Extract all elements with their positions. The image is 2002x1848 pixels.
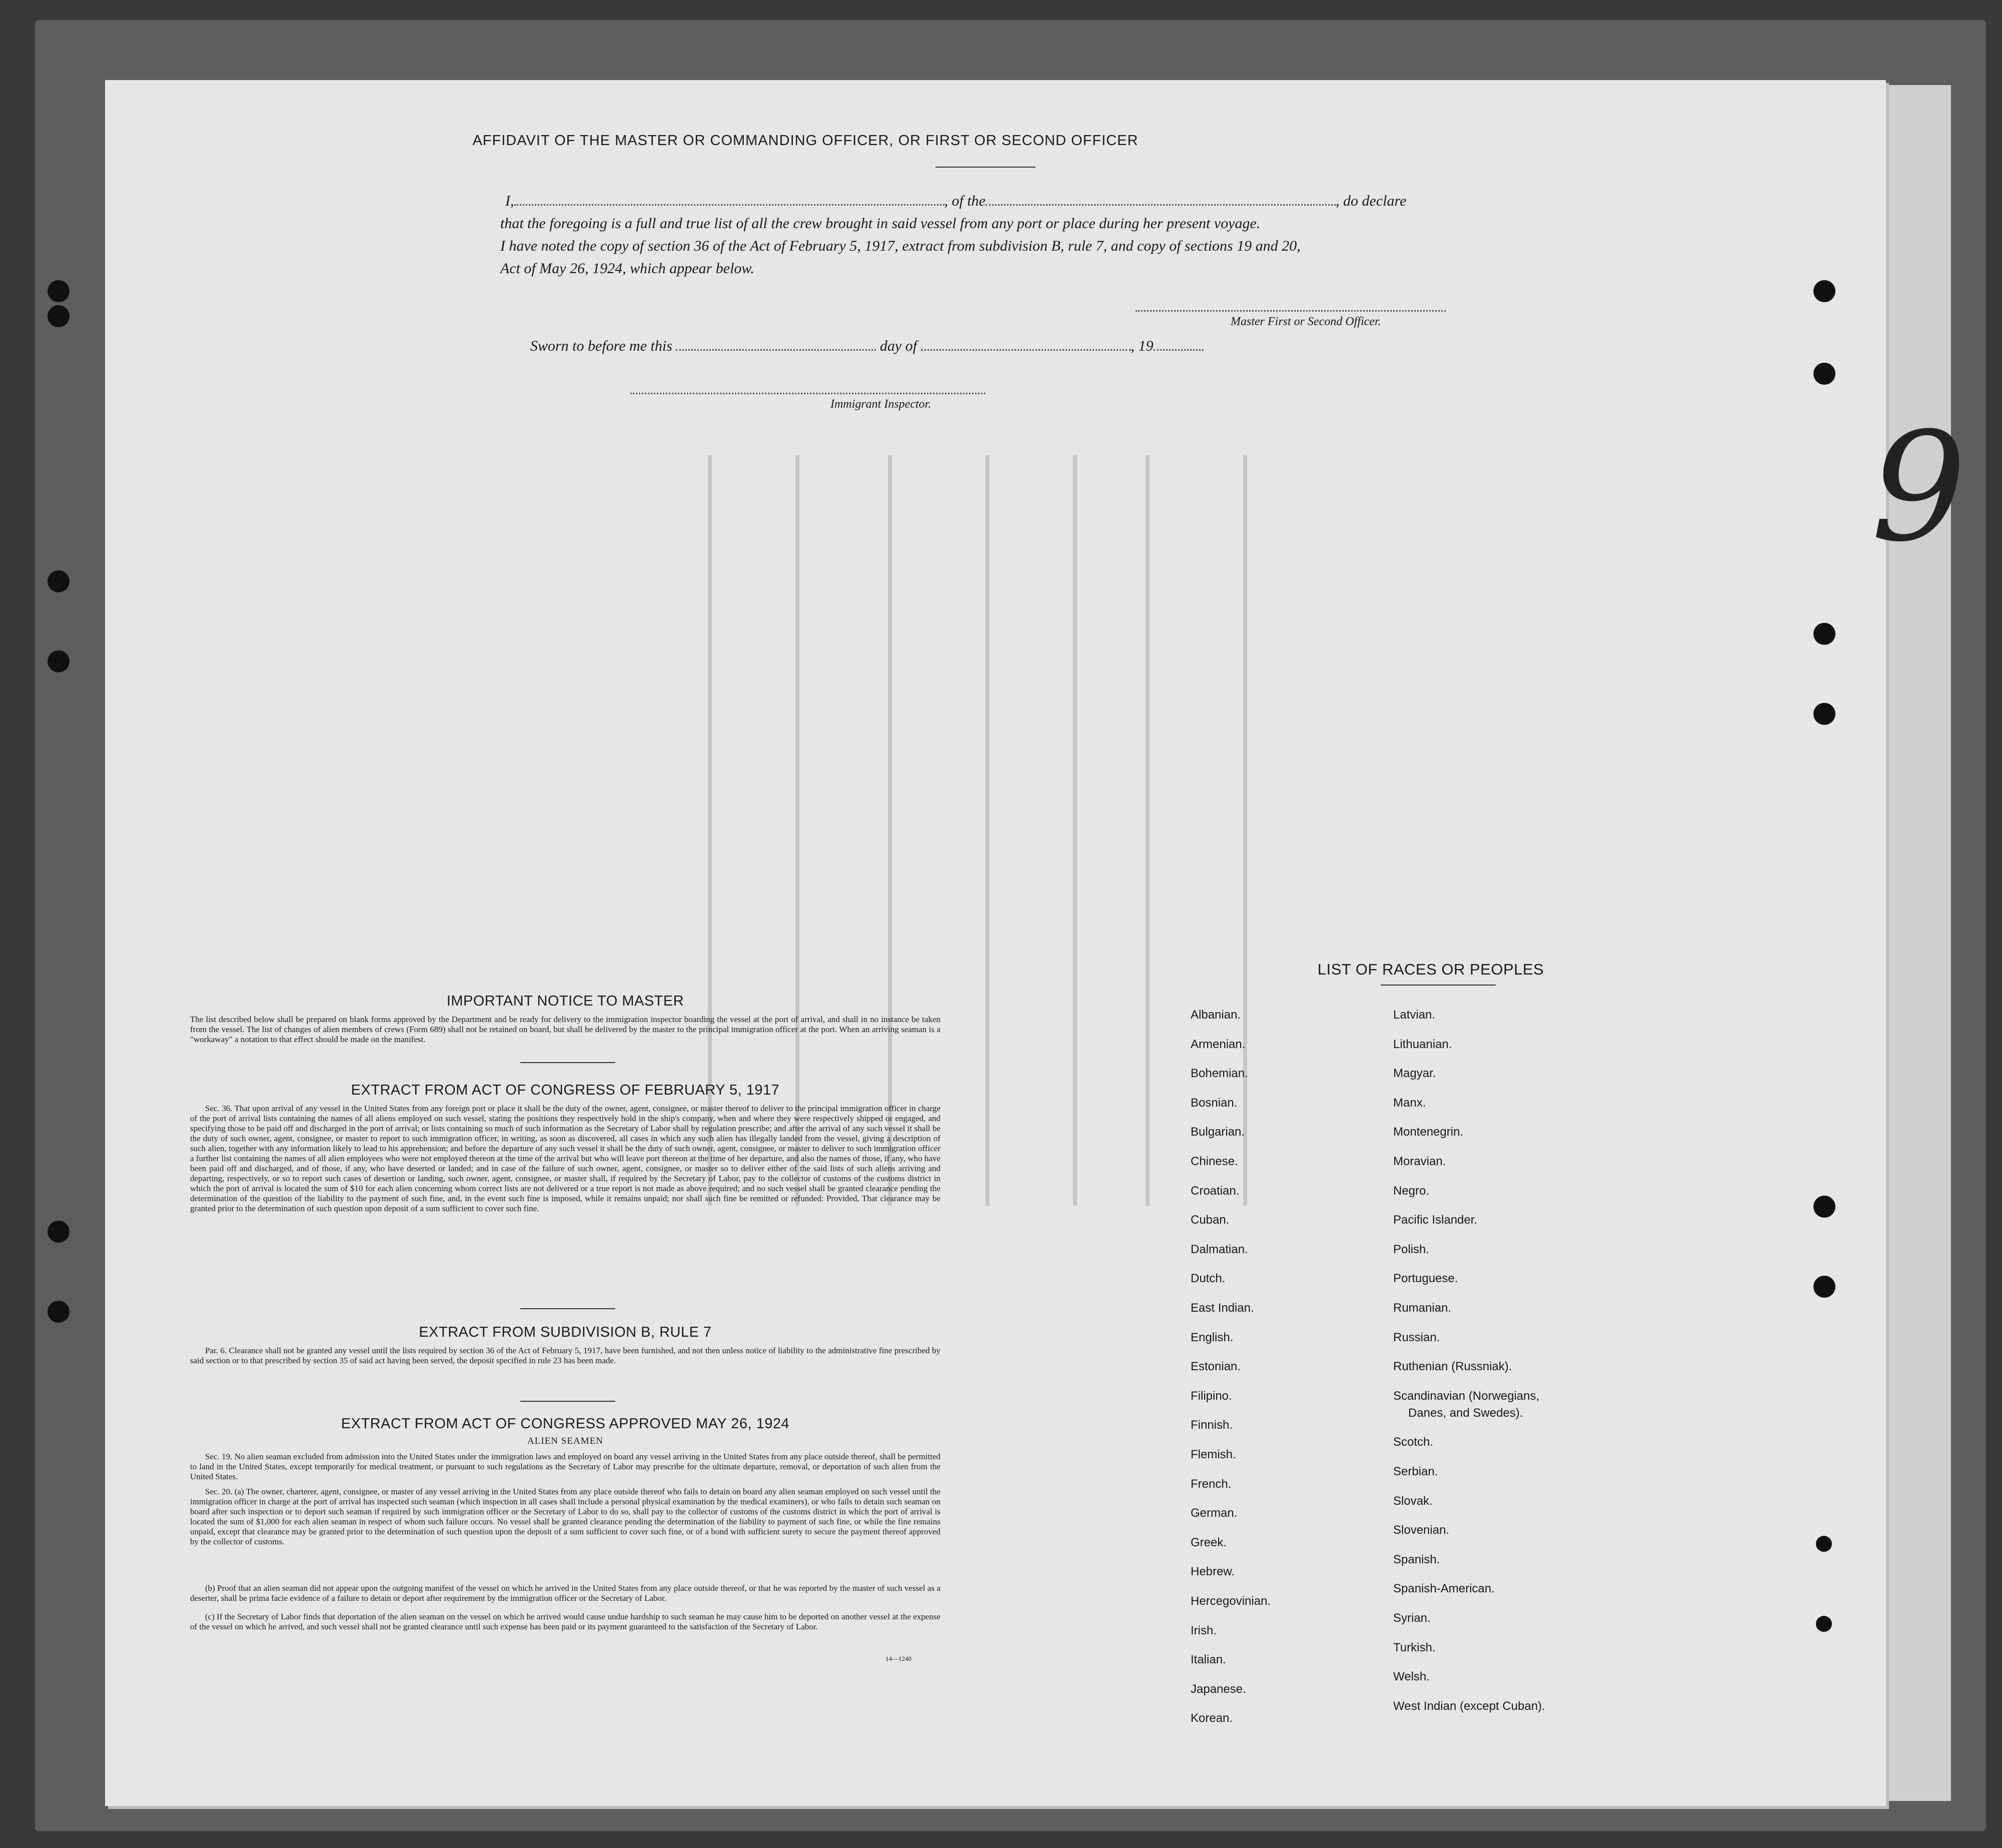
sec-20c-text: (c) If the Secretary of Labor finds that deportation of the alien seaman on the vessel on which he arrived would cause undue hardship to such seaman he may cause him to be deported on another vessel at the expense of the vessel on which he arrived, and such vessel shall not be granted clearance until such expense has been paid or its payment guaranteed to the satisfaction of the Secretary of Labor. <box>190 1612 940 1631</box>
race-item: Italian. <box>1191 1653 1226 1667</box>
master-signature-label: Master First or Second Officer. <box>1231 315 1381 328</box>
divider <box>520 1062 615 1063</box>
divider <box>1381 985 1496 986</box>
race-item: Portuguese. <box>1393 1272 1458 1286</box>
race-item: Montenegrin. <box>1393 1125 1464 1139</box>
race-item: Korean. <box>1191 1711 1233 1725</box>
handwritten-page-number: 9 <box>1871 400 1966 575</box>
race-item: Chinese. <box>1191 1155 1238 1168</box>
alien-seamen-subtitle: ALIEN SEAMEN <box>527 1436 603 1446</box>
form-number: 14—1240 <box>885 1655 911 1662</box>
bleed-through-line <box>1073 455 1077 1206</box>
race-item: Dutch. <box>1191 1272 1226 1286</box>
race-item: Spanish. <box>1393 1552 1440 1566</box>
binder-hole <box>48 570 70 592</box>
race-item: English. <box>1191 1330 1234 1344</box>
affidavit-line-4: Act of May 26, 1924, which appear below. <box>500 260 754 277</box>
race-item: Finnish. <box>1191 1418 1233 1432</box>
race-item: Irish. <box>1191 1623 1217 1637</box>
page-edge-strip <box>1886 85 1951 1801</box>
race-item: Negro. <box>1393 1184 1430 1198</box>
binder-hole <box>48 305 70 327</box>
sec-20b-text: (b) Proof that an alien seaman did not appear upon the outgoing manifest of the vessel on which he arrived in the United States from any place outside thereof, or that he was reported by the master of such vessel as a deserter, shall be prima facie evidence of a failure to detain or deport after requirement by the immigration officer or the Secretary of Labor. <box>190 1583 940 1603</box>
bleed-through-line <box>985 455 989 1206</box>
affidavit-line-1: I, , of the , do declare <box>505 193 1407 209</box>
race-item: Bohemian. <box>1191 1067 1248 1081</box>
affidavit-title: AFFIDAVIT OF THE MASTER OR COMMANDING OFFICER, OR FIRST OR SECOND OFFICER <box>472 133 1139 149</box>
race-item: Spanish-American. <box>1393 1582 1495 1596</box>
race-item: Cuban. <box>1191 1213 1230 1227</box>
binder-hole <box>48 1301 70 1323</box>
divider <box>520 1308 615 1309</box>
race-item: West Indian (except Cuban). <box>1393 1699 1545 1713</box>
binder-hole <box>48 650 70 672</box>
bleed-through-line <box>1146 455 1150 1206</box>
race-item: Lithuanian. <box>1393 1037 1452 1051</box>
race-item: Polish. <box>1393 1242 1430 1256</box>
race-item: Estonian. <box>1191 1360 1241 1374</box>
race-item: Croatian. <box>1191 1184 1240 1198</box>
race-item: Greek. <box>1191 1535 1227 1549</box>
races-title: LIST OF RACES OR PEOPLES <box>1317 961 1544 978</box>
sec-19-text: Sec. 19. No alien seaman excluded from admission into the United States under the immigration laws and employed on board any vessel arriving in the United States from any place outside thereof, shall be permitted to land in the United States, except temporarily for medical treatment, or pursuant to such regulations as the Secretary of Labor may prescribe for the ultimate departure, removal, or deportation of such alien from the United States. <box>190 1452 940 1481</box>
race-item: Pacific Islander. <box>1393 1213 1478 1227</box>
race-item: Bulgarian. <box>1191 1125 1245 1139</box>
race-item: Slovak. <box>1393 1494 1433 1508</box>
manifest-page <box>105 80 1966 1806</box>
race-item: Bosnian. <box>1191 1096 1238 1110</box>
act-1917-title: EXTRACT FROM ACT OF CONGRESS OF FEBRUARY 5, 1917 <box>351 1082 780 1098</box>
act-1917-text: Sec. 36. That upon arrival of any vessel in the United States from any foreign port or place it shall be the duty of the owner, agent, consignee, or master thereof to deliver to the principal immigration officer in charge of the port of arrival lists containing the names of all aliens employed on such vessel, stating the positions they respectively hold in the ship's company, when and where they were respectively shipped or engaged, and specifying those to be paid off and discharged in the port of arrival; or lists containing so much of such information as the Secretary of Labor shall by regulation prescribe; and after the arrival of any such vessel it shall be the duty of such owner, agent, consignee, or master to report to such immigration officer, in writing, as soon as discovered, all cases in which any such alien has illegally landed from the vessel, giving a description of such alien, together with any information likely to lead to his apprehension; and before the departure of any such vessel it shall be the duty of such owner, agent, consignee, or master to deliver to such immigration officer a further list containing the names of all alien employees who were not employed thereon at the time of the arrival but who will leave port thereon at the time of her departure, and also the names of those, if any, who have been paid off and discharged, and of those, if any, who have deserted or landed; and in case of the failure of such owner, agent, consignee, or master so to deliver either of the said lists of such aliens arriving and departing, respectively, or so to report such cases of desertion or landing, such owner, agent, consignee, or master shall, if required by the Secretary of Labor, pay to the collector of customs of the customs district in which the port of arrival is located the sum of $10 for each alien concerning whom correct lists are not delivered or a true report is not made as above required; and no such vessel shall be granted clearance pending the determination of the question of the liability to the payment of such fine, and, in the event such fine is imposed, while it remains unpaid; nor shall such fine be remitted or refunded: Provided, That clearance may be granted prior to the determination of such question upon deposit of a sum sufficient to cover such fine. <box>190 1104 940 1213</box>
bleed-through-line <box>1243 455 1247 1206</box>
race-item: Serbian. <box>1393 1465 1438 1478</box>
signature-line <box>1136 310 1446 312</box>
race-item: French. <box>1191 1477 1232 1491</box>
race-item: Dalmatian. <box>1191 1242 1248 1256</box>
race-item: Scotch. <box>1393 1435 1434 1449</box>
divider <box>935 167 1036 168</box>
race-item: Hercegovinian. <box>1191 1594 1271 1608</box>
binder-hole <box>48 280 70 302</box>
binder-hole <box>1816 1616 1832 1632</box>
race-item: Moravian. <box>1393 1155 1446 1168</box>
binder-hole <box>1813 363 1835 385</box>
affidavit-line-2: that the foregoing is a full and true list of all the crew brought in said vessel from any port or place during her present voyage. <box>500 215 1261 232</box>
race-item: Hebrew. <box>1191 1565 1235 1579</box>
race-item: Magyar. <box>1393 1067 1436 1081</box>
race-item: Rumanian. <box>1393 1301 1452 1315</box>
act-1924-title: EXTRACT FROM ACT OF CONGRESS APPROVED MAY 26, 1924 <box>341 1416 790 1432</box>
race-item: Welsh. <box>1393 1670 1430 1684</box>
race-item: Danes, and Swedes). <box>1408 1406 1523 1420</box>
inspector-label: Immigrant Inspector. <box>830 398 931 411</box>
race-item: Russian. <box>1393 1330 1440 1344</box>
race-item: Latvian. <box>1393 1008 1436 1022</box>
race-item: East Indian. <box>1191 1301 1254 1315</box>
rule-7-title: EXTRACT FROM SUBDIVISION B, RULE 7 <box>419 1324 712 1340</box>
binder-hole <box>1813 623 1835 645</box>
binder-hole <box>1816 1536 1832 1552</box>
race-item: Syrian. <box>1393 1611 1431 1625</box>
inspector-signature-line <box>630 393 985 394</box>
binder-hole <box>1813 1196 1835 1218</box>
affidavit-line-3: I have noted the copy of section 36 of the Act of February 5, 1917, extract from subdivision B, rule 7, and copy of sections 19 and 20, <box>500 238 1301 254</box>
race-item: Turkish. <box>1393 1640 1436 1654</box>
race-item: Filipino. <box>1191 1389 1232 1403</box>
sec-20-text: Sec. 20. (a) The owner, charterer, agent, consignee, or master of any vessel arriving in the United States from any place outside thereof who fails to detain on board any alien seaman employed on such vessel until the immigration officer in charge at the port of arrival has inspected such seaman (which inspection in all cases shall include a personal physical examination by the medical examiners), or who fails to detain such seaman on board after such inspection or to deport such seaman if required by such immigration officer or the Secretary of Labor to do so, shall pay to the collector of customs of the customs district in which the port of arrival is located the sum of $1,000 for each alien seaman in respect of whom such failure occurs. No vessel shall be granted clearance pending the determination of the liability to payment of such fine, or while the fine remains unpaid, except that clearance may be granted prior to the determination of such question upon the deposit of a sum sufficient to cover such fine, or of a bond with sufficient surety to secure the payment thereof approved by the collector of customs. <box>190 1487 940 1546</box>
binder-hole <box>1813 280 1835 302</box>
divider <box>520 1401 615 1402</box>
race-item: Ruthenian (Russniak). <box>1393 1360 1512 1374</box>
sworn-line: Sworn to before me this day of , 19 <box>530 338 1204 355</box>
race-item: Slovenian. <box>1393 1523 1450 1537</box>
binder-hole <box>48 1221 70 1243</box>
rule-7-text: Par. 6. Clearance shall not be granted any vessel until the lists required by section 36 of the Act of February 5, 1917, have been furnished, and not then unless notice of liability to the administrative fine prescribed by said section or to that prescribed by section 35 of said act having been served, the deposit specified in rule 23 has been made. <box>190 1346 940 1365</box>
race-item: Flemish. <box>1191 1448 1236 1461</box>
notice-title: IMPORTANT NOTICE TO MASTER <box>446 993 684 1009</box>
binder-hole <box>1813 703 1835 725</box>
race-item: Albanian. <box>1191 1008 1241 1022</box>
binder-hole <box>1813 1276 1835 1298</box>
race-item: German. <box>1191 1506 1238 1520</box>
race-item: Japanese. <box>1191 1682 1246 1696</box>
race-item: Armenian. <box>1191 1037 1246 1051</box>
notice-text: The list described below shall be prepared on blank forms approved by the Department and be ready for delivery to the immigration inspector boarding the vessel at the port of arrival, and shall in no instance be taken from the vessel. The list of changes of alien members of crews (Form 689) shall not be retained on board, but shall be delivered by the master to the principal immigration officer at the port. When an arriving seaman is a "workaway" a notation to that effect should be made on the manifest. <box>190 1015 940 1044</box>
race-item: Scandinavian (Norwegians, <box>1393 1389 1540 1403</box>
race-item: Manx. <box>1393 1096 1426 1110</box>
